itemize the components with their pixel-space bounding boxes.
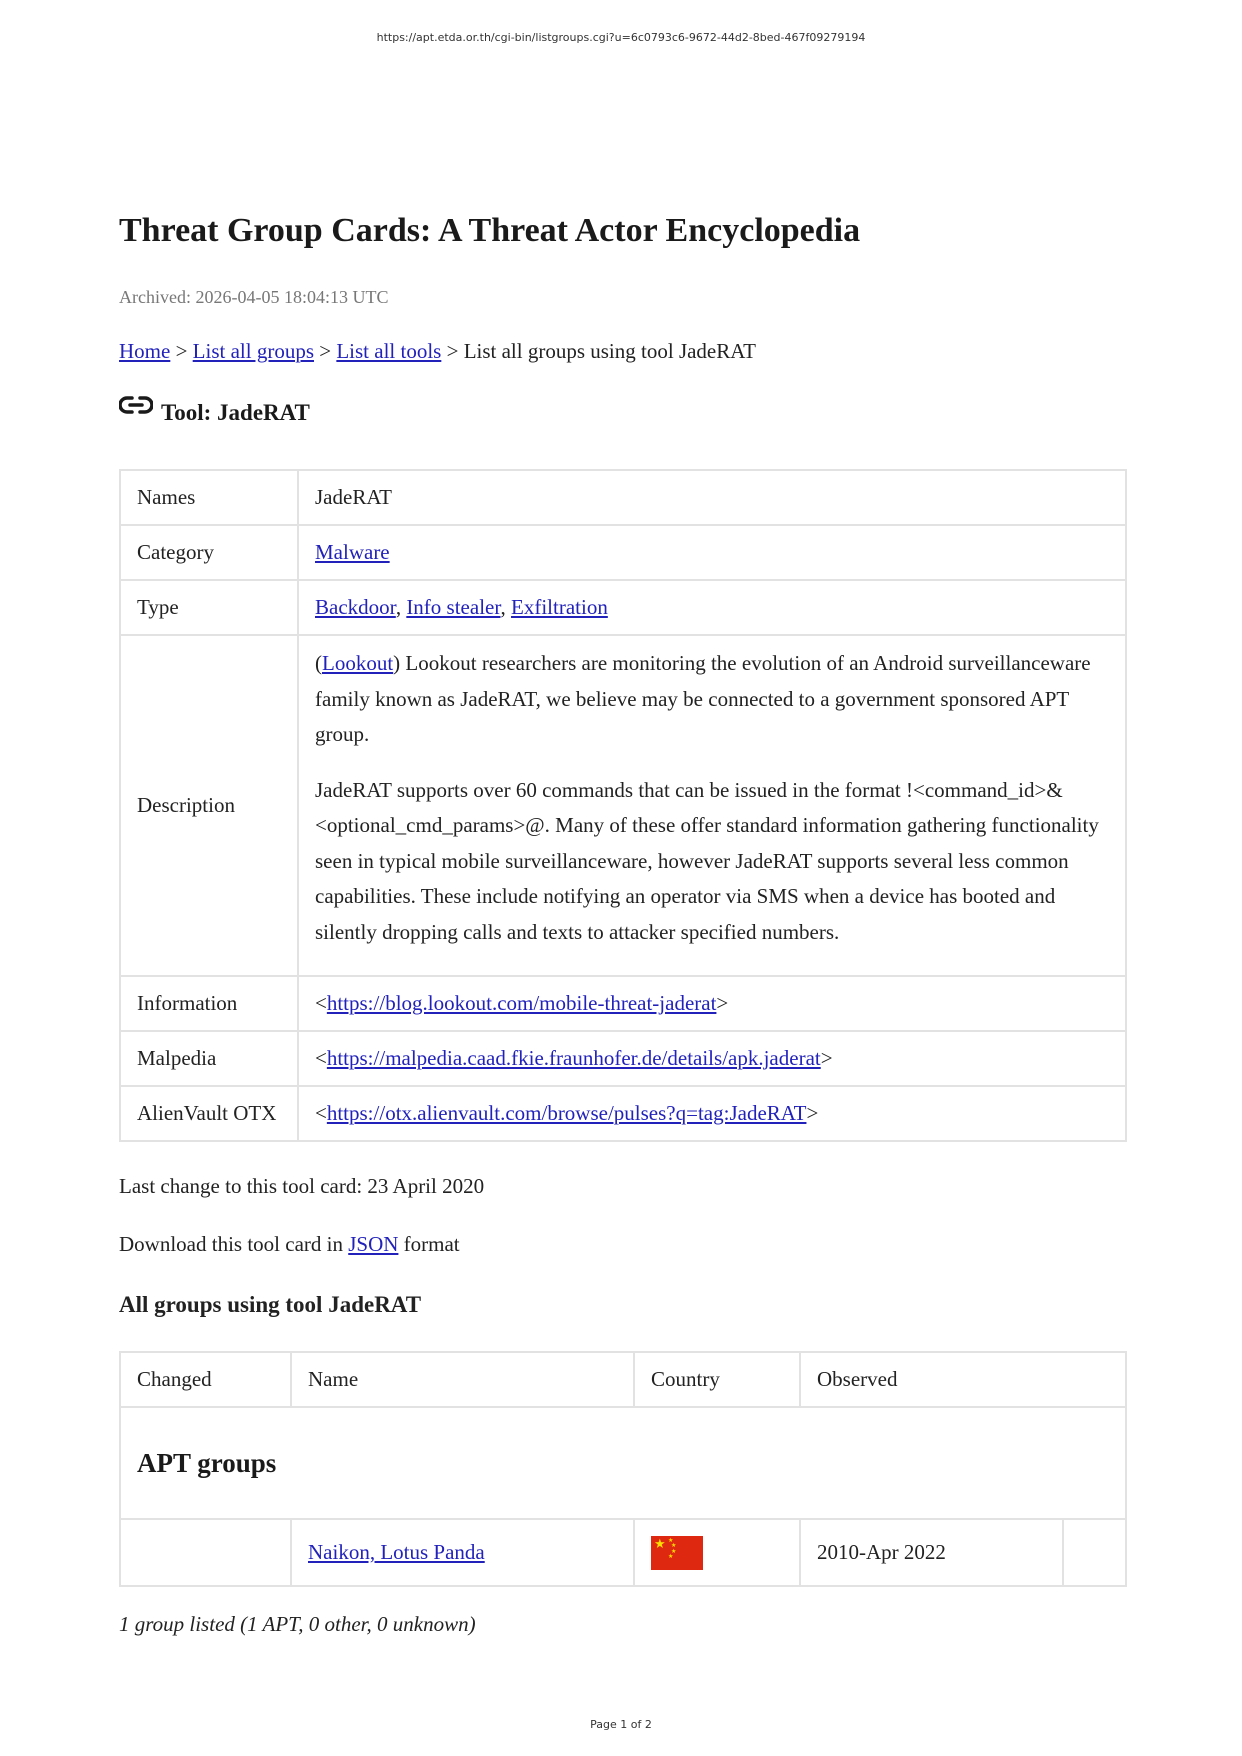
names-value: JadeRAT [298, 470, 1126, 525]
type-link-info-stealer[interactable]: Info stealer [406, 595, 501, 619]
groups-table [119, 1351, 1127, 1587]
download-suffix: format [398, 1232, 460, 1256]
breadcrumb [119, 339, 756, 364]
information-label: Information [120, 976, 298, 1031]
table-row [120, 580, 1126, 635]
table-row [120, 525, 1126, 580]
empty-cell [1063, 1519, 1126, 1586]
breadcrumb-separator: > [170, 339, 193, 363]
breadcrumb-separator: > [314, 339, 337, 363]
table-row [120, 470, 1126, 525]
lookout-source-link[interactable]: Lookout [322, 651, 394, 675]
table-row [120, 635, 1126, 976]
last-change-text: Last change to this tool card: 23 April 2020 [119, 1174, 485, 1198]
type-label: Type [120, 580, 298, 635]
information-value [298, 976, 1126, 1031]
information-link[interactable]: https://blog.lookout.com/mobile-threat-jaderat [326, 991, 717, 1015]
description-paragraph-2: JadeRAT supports over 60 commands that can be issued in the format !<command_id>&<optional_cmd_params>@. Many of these offer standard information gathering functionality seen in typical mobile surveillanceware, however JadeRAT supports several less common capabilities. These include notifying an operator via SMS when a device has booted and silently dropping calls and texts to attacker specified numbers. [315, 777, 1099, 944]
type-separator: , [500, 595, 512, 619]
column-header-name: Name [291, 1352, 634, 1407]
type-separator: , [395, 595, 407, 619]
china-flag-icon: ★ ★ ★ ★ ★ [651, 1536, 703, 1570]
breadcrumb-separator: > [441, 339, 464, 363]
category-value [298, 525, 1126, 580]
tool-heading [119, 400, 310, 426]
table-row [120, 1031, 1126, 1086]
angle-close: > [716, 991, 729, 1015]
table-header-row [120, 1352, 1126, 1407]
type-link-backdoor[interactable]: Backdoor [315, 595, 396, 619]
breadcrumb-current: List all groups using tool JadeRAT [463, 339, 756, 363]
table-row [120, 1086, 1126, 1141]
column-header-observed: Observed [800, 1352, 1126, 1407]
link-icon [119, 395, 153, 415]
page-url: https://apt.etda.or.th/cgi-bin/listgroups.cgi?u=6c0793c6-9672-44d2-8bed-467f09279194 [376, 31, 866, 44]
name-cell [291, 1519, 634, 1586]
json-download-link[interactable]: JSON [348, 1232, 399, 1256]
groups-summary: 1 group listed (1 APT, 0 other, 0 unknown) [119, 1612, 476, 1636]
otx-label: AlienVault OTX [120, 1086, 298, 1141]
category-link[interactable]: Malware [315, 540, 390, 564]
otx-link[interactable]: https://otx.alienvault.com/browse/pulses?q=tag:JadeRAT [326, 1101, 807, 1125]
angle-close: > [806, 1101, 819, 1125]
breadcrumb-all-groups-link[interactable]: List all groups [192, 339, 314, 363]
country-cell [634, 1519, 800, 1586]
table-row [120, 976, 1126, 1031]
download-line [119, 1232, 460, 1257]
breadcrumb-all-tools-link[interactable]: List all tools [336, 339, 442, 363]
breadcrumb-home-link[interactable]: Home [119, 339, 171, 363]
observed-cell: 2010-Apr 2022 [800, 1519, 1063, 1586]
table-section-row [120, 1407, 1126, 1519]
paren-open: ( [315, 651, 322, 675]
type-value [298, 580, 1126, 635]
malpedia-value [298, 1031, 1126, 1086]
archived-timestamp: Archived: 2026-04-05 18:04:13 UTC [119, 287, 389, 307]
description-value [298, 635, 1126, 976]
apt-groups-heading: APT groups [120, 1407, 1126, 1519]
description-label: Description [120, 635, 298, 976]
names-label: Names [120, 470, 298, 525]
description-text-1: ) Lookout researchers are monitoring the evolution of an Android surveillanceware family known as JadeRAT, we believe may be connected to a government sponsored APT group. [315, 651, 1091, 746]
group-link-naikon[interactable]: Naikon, Lotus Panda [308, 1540, 485, 1564]
malpedia-label: Malpedia [120, 1031, 298, 1086]
column-header-changed: Changed [120, 1352, 291, 1407]
tool-heading-text: Tool: JadeRAT [161, 400, 310, 425]
download-prefix: Download this tool card in [119, 1232, 349, 1256]
table-row [120, 1519, 1126, 1586]
angle-close: > [820, 1046, 833, 1070]
type-link-exfiltration[interactable]: Exfiltration [511, 595, 608, 619]
page-title: Threat Group Cards: A Threat Actor Encyclopedia [119, 212, 861, 249]
changed-cell [120, 1519, 291, 1586]
groups-section-title: All groups using tool JadeRAT [119, 1292, 422, 1317]
angle-open: < [315, 1046, 327, 1070]
angle-open: < [315, 1101, 327, 1125]
malpedia-link[interactable]: https://malpedia.caad.fkie.fraunhofer.de/details/apk.jaderat [326, 1046, 821, 1070]
column-header-country: Country [634, 1352, 800, 1407]
category-label: Category [120, 525, 298, 580]
otx-value [298, 1086, 1126, 1141]
page-number: Page 1 of 2 [590, 1718, 652, 1731]
tool-info-table [119, 469, 1127, 1142]
angle-open: < [315, 991, 327, 1015]
description-paragraph-1 [315, 646, 1109, 753]
